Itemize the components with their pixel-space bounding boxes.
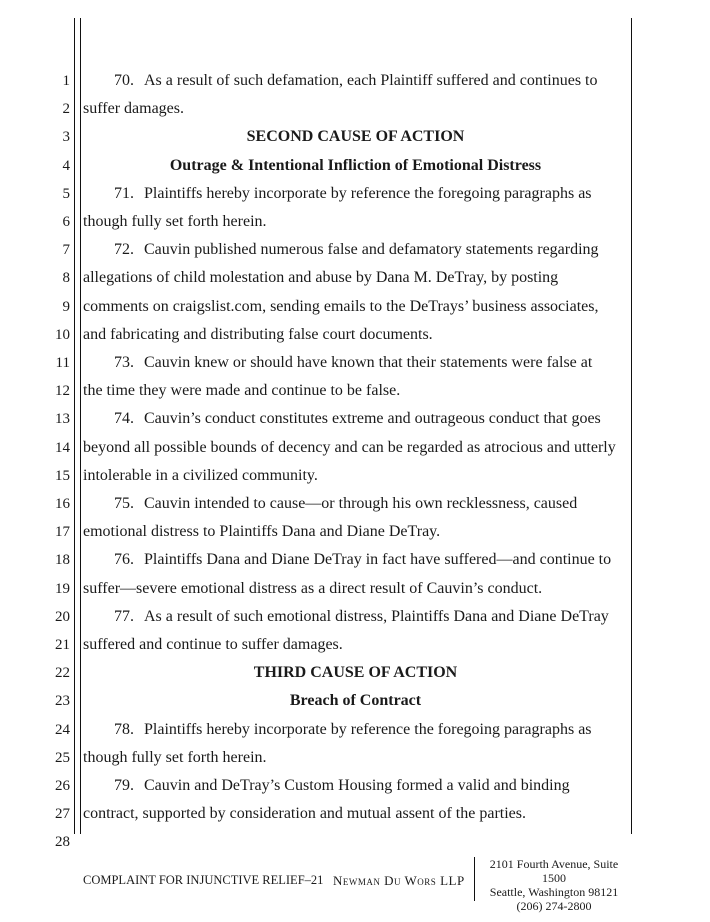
paragraph-number: 71. [114,184,134,202]
line-number: 22 [55,665,70,682]
line-number: 25 [55,749,70,766]
paragraph-text: Plaintiffs hereby incorporate by reference the foregoing paragraphs as [144,720,592,738]
line-number: 6 [62,214,70,230]
paragraph-continuation-line: beyond all possible bounds of decency and can be regarded as atrocious and utterly [83,438,616,456]
line-number: 11 [55,355,70,371]
footer-address-block [479,857,629,913]
paragraph-continuation-line: emotional distress to Plaintiffs Dana and Diane DeTray. [83,523,441,541]
paragraph-number: 72. [114,241,134,259]
line-number: 16 [55,496,70,512]
paragraph-text: Cauvin intended to cause—or through his own recklessness, caused [144,495,578,512]
line-number: 9 [62,298,70,315]
paragraph-continuation-line: intolerable in a civilized community. [83,466,318,484]
paragraph-text: Cauvin and DeTray’s Custom Housing formed a valid and binding [144,777,570,794]
blank-line [83,828,628,856]
paragraph-first-line [83,236,628,264]
paragraph-continuation-line: suffered and continue to suffer damages. [83,636,343,653]
line-number: 13 [55,411,70,428]
paragraph-text: As a result of such emotional distress, Plaintiffs Dana and Diane DeTray [144,607,609,625]
line-number: 8 [62,270,70,287]
paragraph-continuation-line: the time they were made and continue to be false. [83,382,401,400]
right-margin-rule [631,18,632,834]
paragraph-text: Plaintiffs hereby incorporate by reference the foregoing paragraphs as [144,184,592,202]
left-margin-double-rule [74,18,81,834]
line-number: 7 [62,242,70,259]
section-heading: THIRD CAUSE OF ACTION [253,664,458,682]
section-heading: Breach of Contract [289,692,422,710]
section-heading: Outrage & Intentional Infliction of Emotional Distress [169,156,542,174]
line-number: 23 [55,693,70,710]
paragraph-first-line [83,405,628,433]
line-number: 17 [55,524,70,541]
footer-address-line1: 2101 Fourth Avenue, Suite 1500 [489,857,619,885]
line-number: 26 [55,778,70,794]
paragraph-continuation-line: suffer—severe emotional distress as a direct result of Cauvin’s conduct. [83,579,543,597]
line-number: 1 [62,73,70,89]
line-number: 4 [62,157,70,174]
paragraph-first-line [83,180,628,208]
paragraph-continuation-line: comments on craigslist.com, sending emails to the DeTrays’ business associates, [83,297,599,315]
paragraph-first-line [83,716,628,744]
line-number: 27 [55,806,70,823]
paragraph-text: As a result of such defamation, each Plaintiff suffered and continues to [144,72,598,89]
line-number: 24 [55,721,70,738]
paragraph-continuation-line: suffer damages. [83,100,184,118]
line-number: 19 [55,580,70,597]
line-number: 2 [62,101,70,118]
paragraph-number: 74. [114,410,134,428]
paragraph-text: Cauvin published numerous false and defamatory statements regarding [144,241,599,259]
paragraph-number: 70. [114,72,134,89]
paragraph-continuation-line: contract, supported by consideration and mutual assent of the parties. [83,805,526,823]
footer-firm-name: Newman Du Wors LLP [333,873,465,888]
line-number: 14 [55,439,70,456]
paragraph-first-line [83,349,628,377]
line-number: 5 [62,185,70,202]
paragraph-number: 75. [114,495,134,512]
paragraph-number: 73. [114,354,134,371]
page-footer [83,857,633,913]
paragraph-continuation-line: allegations of child molestation and abuse by Dana M. DeTray, by posting [83,269,559,287]
paragraph-number: 77. [114,607,134,625]
line-number: 18 [55,552,70,569]
section-heading: SECOND CAUSE OF ACTION [246,128,465,146]
line-number: 28 [55,834,70,851]
paragraph-number: 78. [114,720,134,738]
paragraph-continuation-line: and fabricating and distributing false court documents. [83,325,433,343]
line-number: 12 [55,383,70,400]
paragraph-continuation-line: though fully set forth herein. [83,213,267,230]
paragraph-first-line [83,603,628,631]
paragraph-first-line [83,546,628,574]
line-number: 15 [55,467,70,484]
paragraph-first-line [83,490,628,518]
paragraph-continuation-line: though fully set forth herein. [83,748,267,766]
footer-divider [474,857,475,901]
line-number: 20 [55,608,70,625]
paragraph-text: Cauvin’s conduct constitutes extreme and outrageous conduct that goes [144,410,601,428]
footer-address-line2: Seattle, Washington 98121 [489,885,619,899]
line-number: 10 [55,326,70,343]
footer-phone: (206) 274-2800 [516,899,592,913]
paragraph-text: Cauvin knew or should have known that their statements were false at [144,354,593,371]
paragraph-number: 79. [114,777,134,794]
paragraph-first-line [83,67,628,95]
line-number: 21 [55,637,70,653]
footer-document-title: COMPLAINT FOR INJUNCTIVE RELIEF–21 [83,873,324,887]
paragraph-first-line [83,772,628,800]
line-number: 3 [62,129,70,146]
paragraph-number: 76. [114,551,134,569]
paragraph-text: Plaintiffs Dana and Diane DeTray in fact have suffered—and continue to [144,551,612,569]
